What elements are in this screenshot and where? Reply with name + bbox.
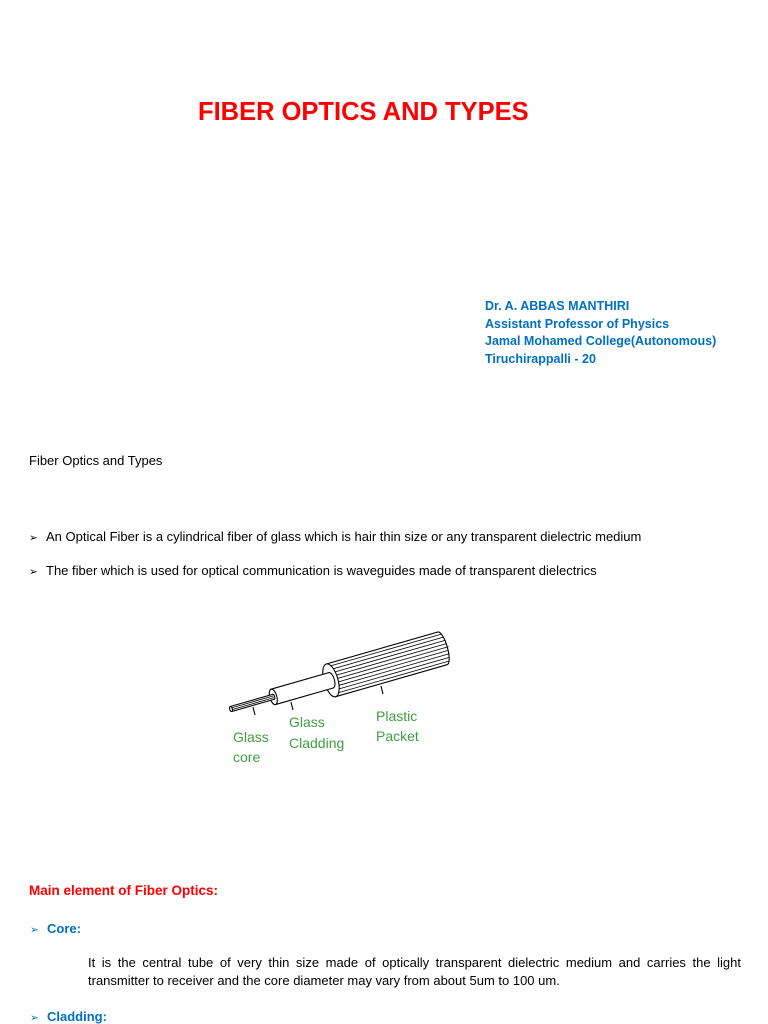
main-elements-heading: Main element of Fiber Optics:	[29, 883, 219, 898]
jacket-label-line: Packet	[376, 728, 419, 744]
core-body	[230, 694, 274, 711]
core-pointer-line	[253, 707, 255, 715]
plastic-jacket-drawing	[320, 630, 453, 698]
bullet-arrow-icon: ➢	[30, 1012, 39, 1024]
author-position: Assistant Professor of Physics	[485, 316, 670, 331]
bullet-item	[29, 562, 597, 581]
bullet-text: The fiber which is used for optical communication is waveguides made of transparent dielectrics	[46, 563, 597, 578]
jacket-pointer-line	[381, 686, 383, 694]
bullet-arrow-icon: ➢	[29, 532, 38, 544]
glass-cladding-drawing	[268, 672, 337, 706]
bullet-arrow-icon: ➢	[29, 566, 38, 578]
fiber-cable-drawing	[225, 630, 453, 725]
bullet-text: An Optical Fiber is a cylindrical fiber of glass which is hair thin size or any transparent dielectric medium	[46, 529, 642, 544]
element-item-core	[30, 920, 81, 939]
fiber-structure-diagram	[220, 625, 460, 775]
document-title: FIBER OPTICS AND TYPES	[198, 98, 529, 126]
cladding-body	[271, 673, 333, 705]
section-title: Fiber Optics and Types	[29, 453, 163, 468]
cladding-pointer-line	[291, 702, 293, 710]
core-description: It is the central tube of very thin size made of optically transparent dielectric medium and carries the light transmitter to receiver and the core diameter may vary from about 5um to 100 um.	[88, 955, 741, 988]
cladding-label-line: Cladding	[289, 735, 345, 751]
author-block	[485, 298, 716, 369]
element-item-cladding	[30, 1009, 107, 1024]
core-label-line: core	[233, 749, 261, 765]
jacket-label-line: Plastic	[376, 708, 418, 724]
author-name: Dr. A. ABBAS MANTHIRI	[485, 299, 630, 313]
element-item-title: Cladding:	[47, 1009, 107, 1024]
glass-core-drawing	[229, 694, 275, 712]
element-item-title: Core:	[47, 921, 81, 936]
author-city: Tiruchirappalli - 20	[485, 352, 596, 367]
bullet-arrow-icon: ➢	[30, 924, 39, 936]
author-institution: Jamal Mohamed College(Autonomous)	[485, 334, 717, 349]
core-label-line: Glass	[233, 729, 269, 745]
cladding-label-line: Glass	[289, 714, 325, 730]
bullet-item	[29, 528, 641, 547]
